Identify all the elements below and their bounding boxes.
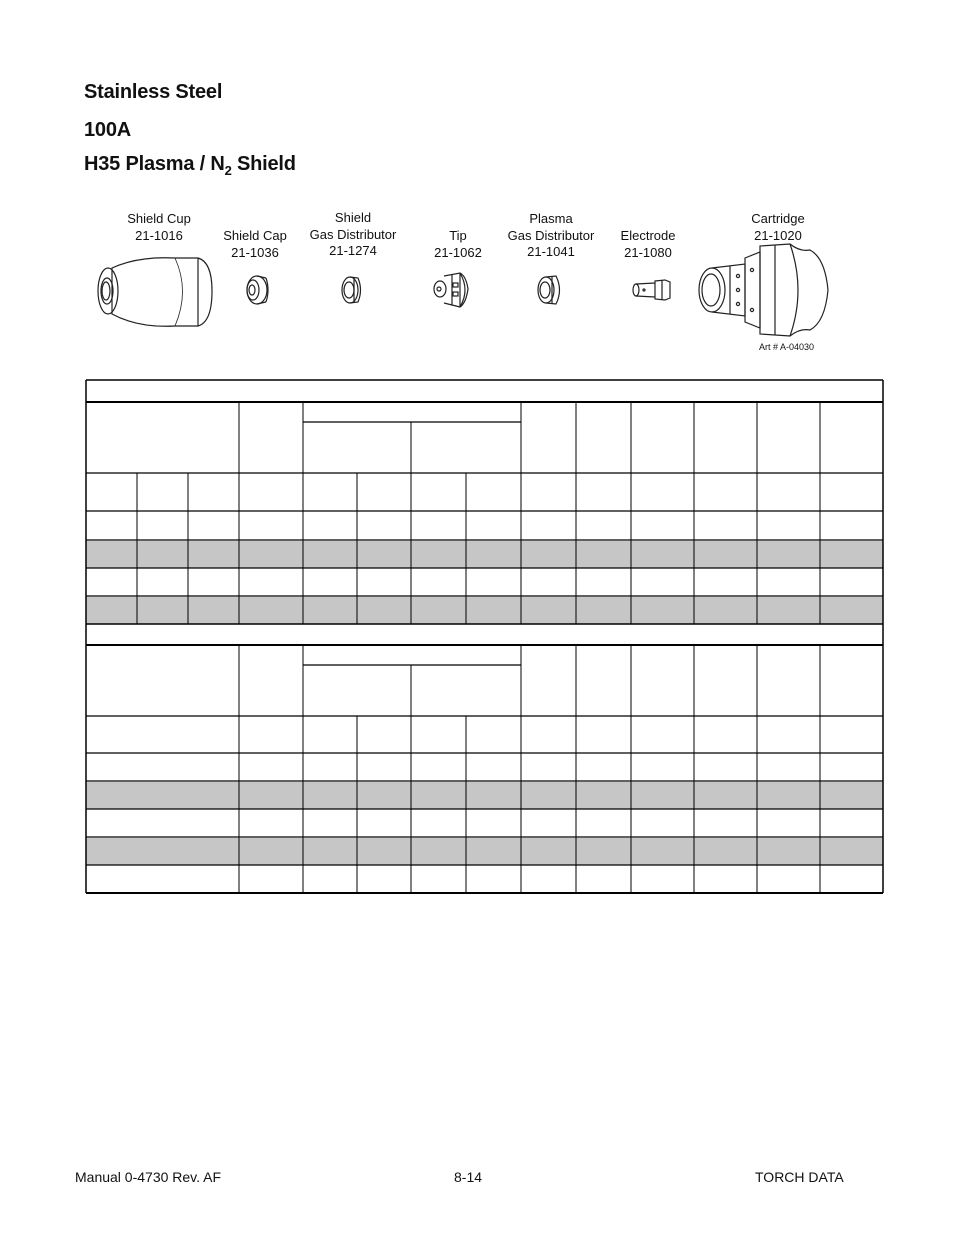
part-number: 21-1036	[231, 244, 279, 260]
art-number: Art # A-04030	[759, 342, 815, 352]
footer-section-title: TORCH DATA	[755, 1169, 844, 1185]
shaded-row	[86, 782, 883, 809]
shaded-row	[86, 838, 883, 865]
footer-page-number: 8-14	[454, 1169, 483, 1185]
part-name: Shield Cap	[223, 228, 287, 243]
part-number: 21-1016	[135, 227, 183, 243]
shaded-row	[86, 541, 883, 568]
current-rating: 100A	[84, 119, 132, 141]
part-name-2: Gas Distributor	[309, 226, 397, 242]
part-name: Cartridge	[751, 211, 805, 226]
part-number: 21-1274	[329, 243, 377, 258]
part-name-2: Gas Distributor	[507, 227, 595, 243]
part-number: 21-1020	[754, 227, 802, 243]
gas-combination-main: H35 Plasma / N	[84, 153, 225, 175]
part-name: Shield Cup	[127, 211, 191, 226]
part-number: 21-1080	[624, 244, 672, 260]
footer-manual-number: Manual 0-4730 Rev. AF	[75, 1169, 222, 1185]
part-name: Tip	[449, 228, 467, 243]
gas-subscript: 2	[224, 163, 232, 178]
part-number: 21-1041	[527, 244, 575, 259]
page-title: Stainless Steel	[84, 81, 223, 103]
gas-combination-end: Shield	[231, 153, 296, 175]
part-name: Shield	[334, 210, 372, 225]
shaded-row	[86, 597, 883, 624]
part-name: Plasma	[529, 211, 573, 226]
part-number: 21-1062	[434, 244, 482, 260]
part-name: Electrode	[620, 228, 676, 243]
